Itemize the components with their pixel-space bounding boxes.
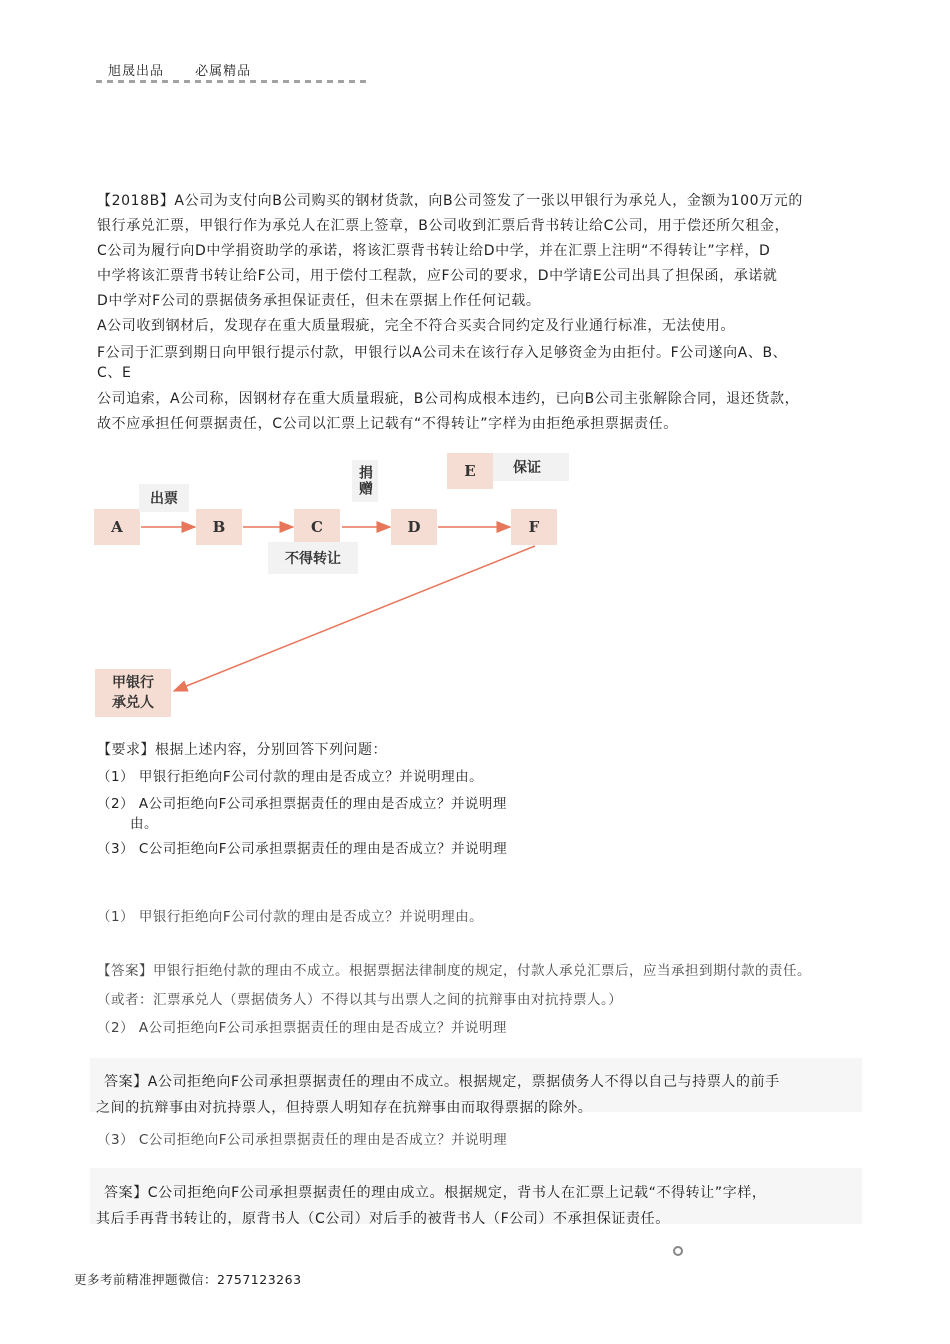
label-donation xyxy=(352,460,378,502)
clipped-line: 【答案】甲银行拒绝付款的理由不成立。根据票据法律制度的规定，付款人承兑汇票后，应当承担到期付款的责任。 xyxy=(97,963,811,979)
question-3: （3） C公司拒绝向F公司承担票据责任的理由是否成立？并说明理 xyxy=(97,841,508,857)
question-2-line: 由。 xyxy=(130,816,158,832)
answer-3-line: 答案】C公司拒绝向F公司承担票据责任的理由成立。根据规定，背书人在汇票上记载“不得转让”字样， xyxy=(104,1185,767,1201)
relationship-diagram xyxy=(0,440,950,730)
case-line: 公司追索，A公司称，因钢材存在重大质量瑕疵，B公司构成根本违约，已向B公司主张解除合同，退还货款， xyxy=(97,391,800,407)
question-2-line: （2） A公司拒绝向F公司承担票据责任的理由是否成立？并说明理 xyxy=(97,796,507,812)
case-line: C、E xyxy=(97,365,132,381)
requirements-title: 【要求】根据上述内容，分别回答下列问题： xyxy=(97,742,387,758)
node-c: C xyxy=(294,509,340,545)
answer-3-question xyxy=(97,1130,508,1148)
answer-2-question xyxy=(97,1018,507,1036)
answer-2-line: 之间的抗辩事由对抗持票人，但持票人明知存在抗辩事由而取得票据的除外。 xyxy=(96,1100,593,1116)
label-guarantee: 保证 xyxy=(493,453,569,481)
node-b: B xyxy=(196,509,242,545)
clipped-line: （或者：汇票承兑人（票据债务人）不得以其与出票人之间的抗辩事由对抗持票人。） xyxy=(97,992,623,1008)
node-a: A xyxy=(94,509,140,545)
case-line: D中学对F公司的票据债务承担保证责任，但未在票据上作任何记载。 xyxy=(97,293,541,309)
answer-3-text xyxy=(96,1180,854,1227)
header-brand-right: 必属精品 xyxy=(195,64,252,79)
case-line: F公司于汇票到期日向甲银行提示付款，甲银行以A公司未在该行存入足够资金为由拒付。F公司遂向A、B、 xyxy=(97,345,788,361)
answer-2-line: 答案】A公司拒绝向F公司承担票据责任的理由不成立。根据规定，票据债务人不得以自己与持票人的前手 xyxy=(104,1074,780,1090)
node-d: D xyxy=(391,509,437,545)
case-line: 银行承兑汇票，甲银行作为承兑人在汇票上签章，B公司收到汇票后背书转让给C公司，用于偿还所欠租金， xyxy=(97,218,790,234)
label-donation-text: 捐赠 xyxy=(357,465,373,497)
answer-1-question xyxy=(97,907,484,925)
case-line: 中学将该汇票背书转让给F公司，用于偿付工程款，应F公司的要求，D中学请E公司出具了担保函，承诺就 xyxy=(97,268,778,284)
footer-contact: 更多考前精准押题微信：2757123263 xyxy=(74,1272,302,1287)
node-bank-acceptor xyxy=(95,669,171,717)
page-header xyxy=(108,60,277,79)
header-brand-left: 旭晟出品 xyxy=(108,64,165,79)
question-1: （1） 甲银行拒绝向F公司付款的理由是否成立？并说明理由。 xyxy=(97,769,484,785)
header-residue-line xyxy=(96,80,371,83)
clipped-line: （2） A公司拒绝向F公司承担票据责任的理由是否成立？并说明理 xyxy=(97,1020,507,1036)
bank-line-1: 甲银行 xyxy=(112,675,154,691)
clipped-line: （1） 甲银行拒绝向F公司付款的理由是否成立？并说明理由。 xyxy=(97,909,484,925)
case-line: A公司收到钢材后，发现存在重大质量瑕疵，完全不符合买卖合同约定及行业通行标准，无法使用。 xyxy=(97,318,735,334)
case-line: 故不应承担任何票据责任，C公司以汇票上记载有“不得转让”字样为由拒绝承担票据责任。 xyxy=(97,416,678,432)
answer-1-line-1 xyxy=(97,961,867,979)
node-f: F xyxy=(511,509,557,545)
clipped-line: （3） C公司拒绝向F公司承担票据责任的理由是否成立？并说明理 xyxy=(97,1132,508,1148)
bank-line-2: 承兑人 xyxy=(112,695,154,711)
answer-3-line: 其后手再背书转让的，原背书人（C公司）对后手的被背书人（F公司）不承担保证责任。 xyxy=(96,1211,670,1227)
decorative-dot-icon xyxy=(673,1246,683,1256)
case-line: 【2018B】A公司为支付向B公司购买的钢材货款，向B公司签发了一张以甲银行为承兑人，金额为100万元的 xyxy=(97,193,803,209)
label-no-transfer: 不得转让 xyxy=(268,542,358,574)
answer-2-text xyxy=(96,1069,854,1116)
case-line: C公司为履行向D中学捐资助学的承诺，将该汇票背书转让给D中学，并在汇票上注明“不得转让”字样，D xyxy=(97,243,771,259)
label-issue-bill: 出票 xyxy=(139,484,189,512)
node-e: E xyxy=(447,453,493,489)
question-2 xyxy=(97,794,507,834)
case-description xyxy=(97,189,857,432)
answer-1-line-2 xyxy=(97,990,867,1008)
